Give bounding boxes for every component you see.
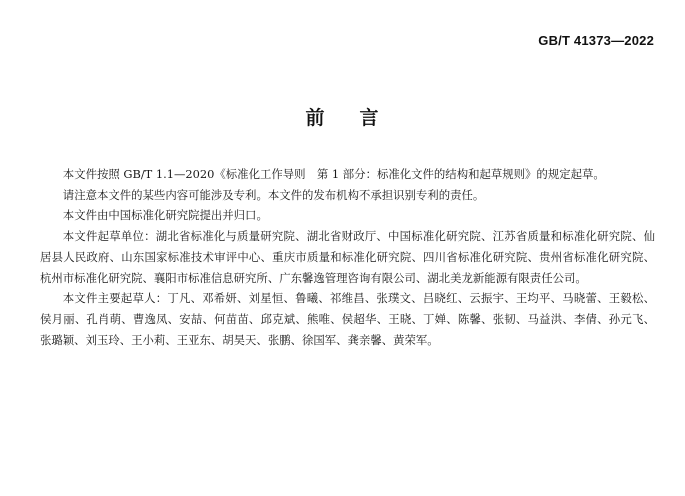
page-title <box>0 103 685 130</box>
title-char-2: 言 <box>359 107 380 129</box>
foreword-body <box>40 164 655 350</box>
paragraph-drafters: 本文件主要起草人：丁凡、邓希妍、刘星恒、鲁曦、祁维昌、张璞文、吕晓红、云振宇、王均平、马晓蕾、王毅松、侯月丽、孔肖萌、曹逸凤、安喆、何苗苗、邱克斌、熊唯、侯超华、王晓、丁婵、陈馨、张韧、马益洪、李倩、孙元飞、张璐颖、刘玉玲、王小莉、王亚东、胡昊天、张鹏、徐国军、龚亲馨、黄荣军。 <box>40 291 655 347</box>
paragraph-proposer: 本文件由中国标准化研究院提出并归口。 <box>62 208 268 223</box>
paragraph-drafting-units: 本文件起草单位：湖北省标准化与质量研究院、湖北省财政厅、中国标准化研究院、江苏省质量和标准化研究院、仙居县人民政府、山东国家标准技术审评中心、重庆市质量和标准化研究院、四川省标准化研究院、贵州省标准化研究院、杭州市标准化研究院、襄阳市标准信息研究所、广东馨逸管理咨询有限公司、湖北美龙新能源有限责任公司。 <box>40 229 655 285</box>
title-char-1: 前 <box>305 107 326 129</box>
paragraph-drafting-rules: 本文件按照 GB/T 1.1—2020《标准化工作导则 第 1 部分：标准化文件的结构和起草规则》的规定起草。 <box>62 167 605 181</box>
standard-code: GB/T 41373—2022 <box>538 33 654 48</box>
paragraph-patent-notice: 请注意本文件的某些内容可能涉及专利。本文件的发布机构不承担识别专利的责任。 <box>62 187 485 202</box>
